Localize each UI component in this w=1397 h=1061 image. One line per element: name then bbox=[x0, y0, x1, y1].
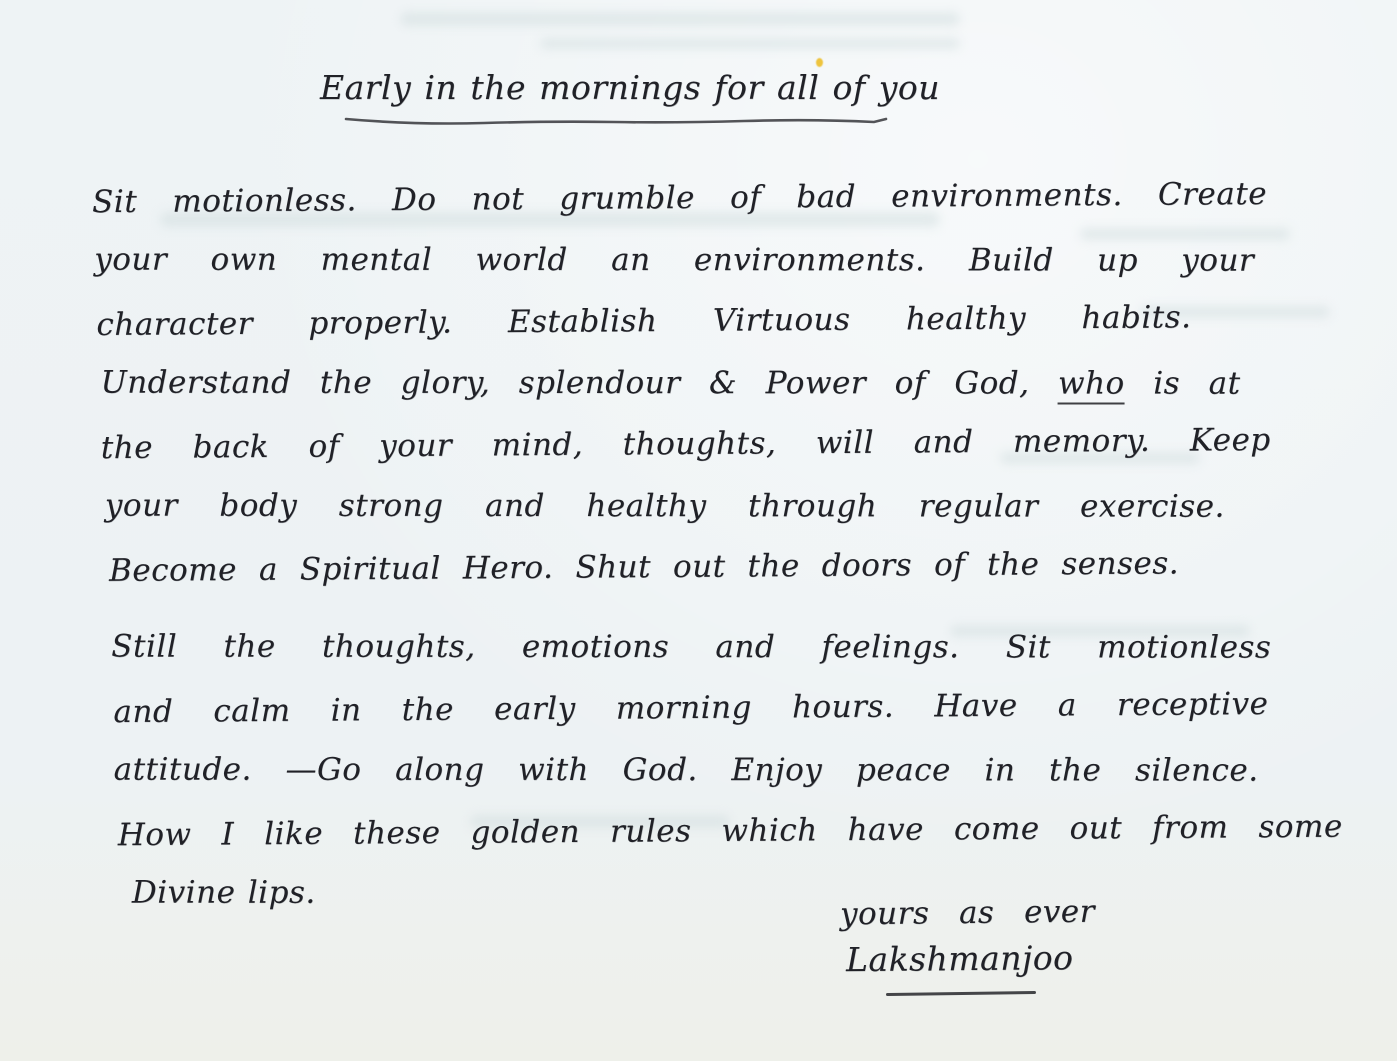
letter-title: Early in the mornings for all of you bbox=[320, 68, 940, 107]
line-segment: is at bbox=[1124, 365, 1241, 402]
letter-line: character properly. Establish Virtuous healthy habits. bbox=[96, 299, 1192, 344]
signature-closing: yours as ever bbox=[839, 893, 1096, 933]
letter-line: your own mental world an environments. Build up your bbox=[94, 241, 1255, 279]
letter-line: How I like these golden rules which have come out from some bbox=[117, 808, 1343, 854]
letter-line: your body strong and healthy through regular exercise. bbox=[104, 487, 1225, 525]
letter-line: the back of your mind, thoughts, will and memory. Keep bbox=[100, 421, 1271, 467]
letter-line: attitude. —Go along with God. Enjoy peace in the silence. bbox=[113, 751, 1259, 789]
underlined-word: who bbox=[1058, 365, 1125, 404]
letter-body bbox=[91, 166, 1343, 925]
letter-line: Divine lips. bbox=[131, 874, 316, 911]
signature-underline bbox=[886, 991, 1036, 996]
title-underline bbox=[344, 112, 889, 130]
letter-line: Sit motionless. Do not grumble of bad environments. Create bbox=[91, 175, 1268, 221]
letter-line: and calm in the early morning hours. Have a receptive bbox=[113, 686, 1269, 731]
letter-line: Still the thoughts, emotions and feelings. Sit motionless bbox=[111, 628, 1272, 666]
line-segment: Understand the glory, splendour & Power of God, bbox=[100, 364, 1059, 401]
letter-line bbox=[101, 352, 1241, 414]
bleedthrough-smudge bbox=[400, 12, 960, 26]
signature-name: Lakshmanjoo bbox=[845, 938, 1074, 980]
letter-line: Become a Spiritual Hero. Shut out the doors of the senses. bbox=[108, 545, 1180, 589]
bleedthrough-smudge bbox=[540, 38, 960, 49]
